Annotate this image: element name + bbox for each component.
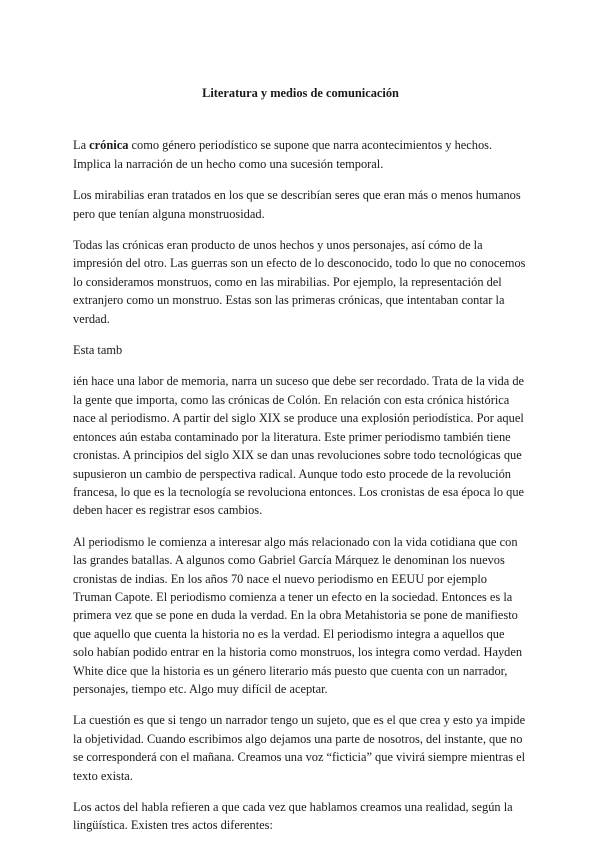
paragraph-narrador-sujeto: La cuestión es que si tengo un narrador tengo un sujeto, que es el que crea y esto ya impide la objetividad. Cuando escribimos algo dejamos una parte de nosotros, del instante, que no se corresponderá con el mañana. Creamos una voz “ficticia” que vivirá siempre mientras el texto exista. xyxy=(73,713,526,783)
paragraph-mirabilias: Los mirabilias eran tratados en los que se describían seres que eran más o menos humanos pero que tenían alguna monstruosidad. xyxy=(73,188,521,221)
paragraph-cronica-suffix: como género periodístico se supone que narra acontecimientos y hechos. Implica la narración de un hecho como una sucesión temporal. xyxy=(73,138,493,171)
paragraph-memoria-periodismo: ién hace una labor de memoria, narra un suceso que debe ser recordado. Trata de la vida de la gente que importa, como las crónicas de Colón. En relación con esta crónica histórica nace al periodismo. A partir del siglo XIX se produce una explosión periodística. Por aquel entonces aún estaba contaminado por la literatura. Este primer periodismo también tiene cronistas. A principios del siglo XIX se dan unas revoluciones sobre todo tecnológicas que supusieron un cambio de perspectiva radical. Aunque todo esto procede de la revolución francesa, lo que es la tecnología se revoluciona entonces. Los cronistas de esa época lo que deben hacer es registrar esos cambios. xyxy=(73,374,525,518)
paragraph-cronica-bold-term: crónica xyxy=(89,138,129,153)
paragraph-nuevo-periodismo: Al periodismo le comienza a interesar algo más relacionado con la vida cotidiana que con las grandes batallas. A algunos como Gabriel García Márquez le denominan los nuevos cronistas de indias. En los años 70 nace el nuevo periodismo en EEUU por ejemplo Truman Capote. El periodismo comienza a tener un efecto en la sociedad. Entonces es la primera vez que se pone en duda la verdad. En la obra Metahistoria se pone de manifiesto que aquello que cuenta la historia no es la verdad. El periodismo integra a aquellos que solo habían podido entrar en la historia como monstruos, los integra como verdad. Hayden White dice que la historia es un género literario más puesto que cuenta con un narrador, personajes, tiempo etc. Algo muy difícil de aceptar. xyxy=(73,534,523,696)
paragraph-cronicas-guerras: Todas las crónicas eran producto de unos hechos y unos personajes, así cómo de la impresión del otro. Las guerras son un efecto de lo desconocido, todo lo que no conocemos lo consideramos monstruos, como en las mirabilias. Por ejemplo, la representación del extranjero como un monstruo. Estas son las primeras crónicas, que intentaban contar la verdad. xyxy=(73,238,526,326)
paragraph-cronica-prefix: La xyxy=(73,138,90,153)
paragraph-esta-tamb: Esta tamb xyxy=(73,343,123,358)
paragraph-actos-habla: Los actos del habla refieren a que cada vez que hablamos creamos una realidad, según la lingüística. Existen tres actos diferentes: xyxy=(73,800,513,833)
document-body xyxy=(73,84,528,848)
document-title: Literatura y medios de comunicación xyxy=(202,86,399,100)
paragraph-cronica xyxy=(73,136,528,173)
